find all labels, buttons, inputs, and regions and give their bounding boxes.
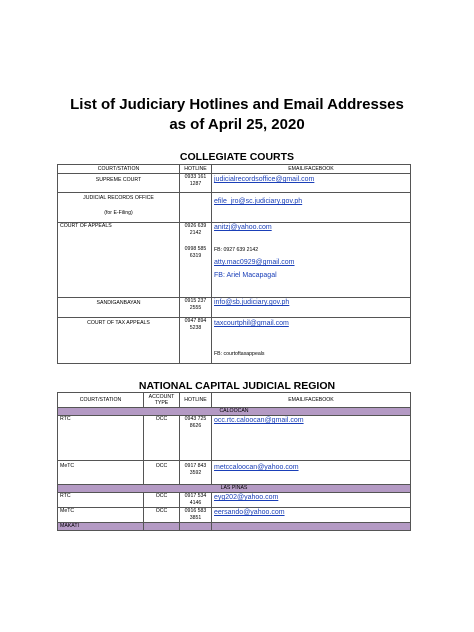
table-row — [58, 416, 411, 461]
hotline: 0933 161 1287 — [180, 174, 212, 193]
region-label: MAKATI — [58, 523, 144, 531]
court-name: COURT OF APPEALS — [58, 223, 180, 298]
hotline: 0926 639 2142 — [184, 223, 207, 236]
account-type: OCC — [144, 416, 180, 461]
email-link[interactable]: anitzj@yahoo.com — [214, 224, 272, 231]
region-makati — [58, 523, 411, 531]
court-name: MeTC — [58, 508, 144, 523]
table-row — [58, 318, 411, 364]
collegiate-courts-heading: COLLEGIATE COURTS — [179, 151, 295, 163]
title-line-2: as of April 25, 2020 — [169, 115, 305, 133]
table-row — [58, 174, 411, 193]
account-type: OCC — [144, 508, 180, 523]
email-link[interactable]: info@sb.judiciary.gov.ph — [214, 299, 290, 306]
header-email-facebook: EMAIL/FACEBOOK — [212, 165, 411, 174]
court-name: RTC — [58, 493, 144, 508]
page-title — [0, 95, 474, 134]
ncjr-heading: NATIONAL CAPITAL JUDICIAL REGION — [138, 380, 336, 392]
facebook-text-2: FB: Ariel Macapagal — [214, 272, 277, 279]
hotline: 0947 894 5238 — [180, 318, 212, 364]
region-spacer — [180, 523, 212, 531]
account-type: OCC — [144, 493, 180, 508]
court-name: SUPREME COURT — [58, 174, 180, 193]
hotline: 0943 725 8626 — [180, 416, 212, 461]
table-row — [58, 461, 411, 485]
email-link[interactable]: judicialrecordsoffice@gmail.com — [214, 176, 315, 183]
hotline: 0916 583 3851 — [180, 508, 212, 523]
region-label: LAS PIÑAS — [58, 485, 411, 493]
collegiate-courts-table — [57, 164, 411, 364]
region-las-pinas — [58, 485, 411, 493]
header-email-facebook: EMAIL/FACEBOOK — [212, 393, 411, 408]
header-hotline: HOTLINE — [180, 165, 212, 174]
email-link[interactable]: metccaloocan@yahoo.com — [214, 464, 299, 471]
facebook-text: FB: courtoftaxappeals — [214, 351, 265, 357]
court-name-sub: (for E-Filing) — [104, 209, 133, 216]
region-spacer — [144, 523, 180, 531]
hotline-2: 0998 585 6319 — [184, 246, 207, 259]
email-link[interactable]: efile_jro@sc.judiciary.gov.ph — [214, 198, 303, 205]
table-row — [58, 508, 411, 523]
email-link[interactable]: eyg202@yahoo.com — [214, 494, 279, 501]
ncjr-table — [57, 392, 411, 531]
header-court-station: COURT/STATION — [58, 393, 144, 408]
header-hotline: HOTLINE — [180, 393, 212, 408]
header-account-type: ACCOUNT TYPE — [144, 393, 180, 408]
table-row — [58, 223, 411, 298]
title-line-1: List of Judiciary Hotlines and Email Addresses — [70, 96, 404, 113]
court-name-text: JUDICIAL RECORDS OFFICE — [83, 195, 154, 201]
table-row — [58, 493, 411, 508]
facebook-text: FB: 0927 639 2142 — [214, 247, 259, 253]
account-type: OCC — [144, 461, 180, 485]
email-link[interactable]: occ.rtc.caloocan@gmail.com — [214, 417, 304, 424]
email-link[interactable]: taxcourtphil@gmail.com — [214, 320, 289, 327]
region-label: CALOOCAN — [58, 408, 411, 416]
email-link[interactable]: eersando@yahoo.com — [214, 509, 285, 516]
hotline-cell — [180, 223, 212, 298]
court-name: MeTC — [58, 461, 144, 485]
header-court-station: COURT/STATION — [58, 165, 180, 174]
region-caloocan — [58, 408, 411, 416]
court-name: SANDIGANBAYAN — [58, 298, 180, 318]
hotline: 0917 534 4146 — [180, 493, 212, 508]
court-name: COURT OF TAX APPEALS — [58, 318, 180, 364]
court-name: RTC — [58, 416, 144, 461]
hotline: 0917 843 3592 — [180, 461, 212, 485]
table-row — [58, 298, 411, 318]
hotline: 0915 237 2555 — [180, 298, 212, 318]
region-spacer — [212, 523, 411, 531]
table-row — [58, 193, 411, 223]
hotline — [180, 193, 212, 223]
court-name — [58, 193, 180, 223]
email-link-2[interactable]: atty.mac0929@gmail.com — [214, 259, 295, 266]
